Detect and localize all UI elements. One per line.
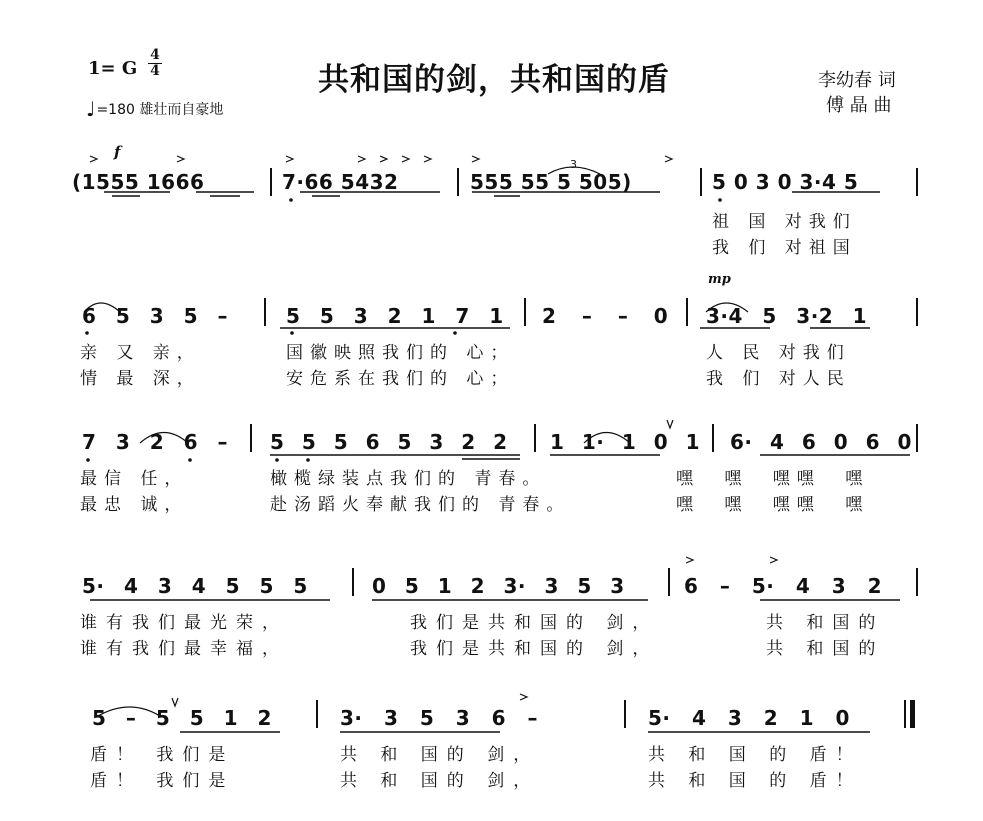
final-barline-thick (910, 700, 915, 728)
system-3-lyrics-verse-2-a: 最忠 诚， (80, 495, 189, 515)
barline (316, 700, 318, 728)
system-1-measure-1: (1555 1666 (72, 170, 205, 194)
barline (270, 168, 272, 196)
system-4-lyrics-verse-2-b: 我们是共和国的 剑， (410, 639, 659, 659)
system-5-measure-2: 3· 3 5 3 6 – (340, 706, 538, 730)
time-signature-top: 4 (150, 47, 160, 63)
barline (457, 168, 459, 196)
system-2-lyrics-verse-1-b: 国徽映照我们的 心； (286, 343, 515, 363)
final-barline-thin (904, 700, 906, 728)
barline (686, 298, 688, 326)
system-4-lyrics-verse-2-c: 共 和国的 (766, 639, 885, 659)
barline (916, 298, 918, 326)
system-3-lyrics-verse-1-c: 嘿 嘿 嘿嘿 嘿 (676, 469, 870, 489)
system-2-lyrics-verse-2-a: 情 最 深， (80, 369, 201, 389)
system-4-lyrics-verse-1-a: 谁有我们最光荣， (80, 613, 288, 633)
system-2-measure-4: 3·4 5 3·2 1 (706, 304, 868, 328)
system-5-measure-1: 5 – 5 5 1 2 (92, 706, 272, 730)
system-5-measure-3: 5· 4 3 2 1 0 (648, 706, 850, 730)
system-4-lyrics-verse-1-c: 共 和国的 (766, 613, 885, 633)
system-3-lyrics-verse-2-b: 赴汤蹈火奉献我们的 青春。 (270, 495, 571, 515)
system-3-measure-4: 6· 4 6 0 6 0 (730, 430, 912, 454)
system-2-lyrics-verse-1-a: 亲 又 亲， (80, 343, 201, 363)
system-2-lyrics-verse-1-c: 人 民 对我们 (706, 343, 851, 363)
dynamic-mezzo-piano: mp (708, 272, 731, 287)
system-1-measure-4: 5 0 3 0 3·4 5 (712, 170, 859, 194)
barline (916, 424, 918, 452)
barline (668, 568, 670, 596)
system-5-lyrics-verse-1-b: 共 和 国的 剑， (340, 745, 540, 765)
barline (524, 298, 526, 326)
svg-text:3: 3 (570, 158, 577, 171)
time-signature-bottom: 4 (148, 63, 162, 79)
system-4-lyrics-verse-2-a: 谁有我们最幸福， (80, 639, 288, 659)
barline (916, 168, 918, 196)
system-4-measure-2: 0 5 1 2 3· 3 5 3 (372, 574, 625, 598)
system-2-lyrics-verse-2-b: 安危系在我们的 心； (286, 369, 515, 389)
system-3-lyrics-verse-1-a: 最信 任， (80, 469, 189, 489)
barline (352, 568, 354, 596)
barline (264, 298, 266, 326)
system-1-lyrics-verse-2: 我 们 对祖国 (712, 238, 857, 258)
barline (700, 168, 702, 196)
system-5-lyrics-verse-2-a: 盾！ 我们是 (90, 771, 235, 791)
dynamic-forte: f (114, 143, 121, 161)
system-1-measure-3: 555 55 5 505) (470, 170, 632, 194)
barline (916, 568, 918, 596)
lyricist-credit: 李幼春 词 (818, 70, 896, 91)
system-2-measure-3: 2 – – 0 (542, 304, 669, 328)
system-5-lyrics-verse-2-b: 共 和 国的 剑， (340, 771, 540, 791)
barline (624, 700, 626, 728)
system-4-lyrics-verse-1-b: 我们是共和国的 剑， (410, 613, 659, 633)
system-1-measure-2: 7·66 5432 (282, 170, 399, 194)
key-signature: 1= G (88, 58, 138, 79)
tempo-text: =180 雄壮而自豪地 (96, 102, 224, 118)
barline (712, 424, 714, 452)
system-5-lyrics-verse-1-c: 共 和 国 的 盾！ (648, 745, 862, 765)
system-3-measure-3: 1 1· 1 0 1 (550, 430, 701, 454)
song-title: 共和国的剑，共和国的盾 (318, 62, 670, 98)
quarter-note-icon: ♩ (86, 97, 96, 121)
barline (250, 424, 252, 452)
system-1-lyrics-verse-1: 祖 国 对我们 (712, 212, 857, 232)
system-3-measure-2: 5 5 5 6 5 3 2 2 (270, 430, 508, 454)
system-4-measure-3: 6 – 5· 4 3 2 (684, 574, 882, 598)
system-2-measure-1: 6 5 3 5 – (82, 304, 229, 328)
system-2-measure-2: 5 5 3 2 1 7 1 (286, 304, 504, 328)
system-5-lyrics-verse-1-a: 盾！ 我们是 (90, 745, 235, 765)
system-3-lyrics-verse-2-c: 嘿 嘿 嘿嘿 嘿 (676, 495, 870, 515)
composer-credit: 傅 晶 曲 (826, 95, 892, 116)
system-2-lyrics-verse-2-c: 我 们 对人民 (706, 369, 851, 389)
system-3-measure-1: 7 3 2 6 – (82, 430, 229, 454)
system-3-lyrics-verse-1-b: 橄榄绿装点我们的 青春。 (270, 469, 547, 489)
barline (534, 424, 536, 452)
system-5-lyrics-verse-2-c: 共 和 国 的 盾！ (648, 771, 862, 791)
system-4-measure-1: 5· 4 3 4 5 5 5 (82, 574, 308, 598)
